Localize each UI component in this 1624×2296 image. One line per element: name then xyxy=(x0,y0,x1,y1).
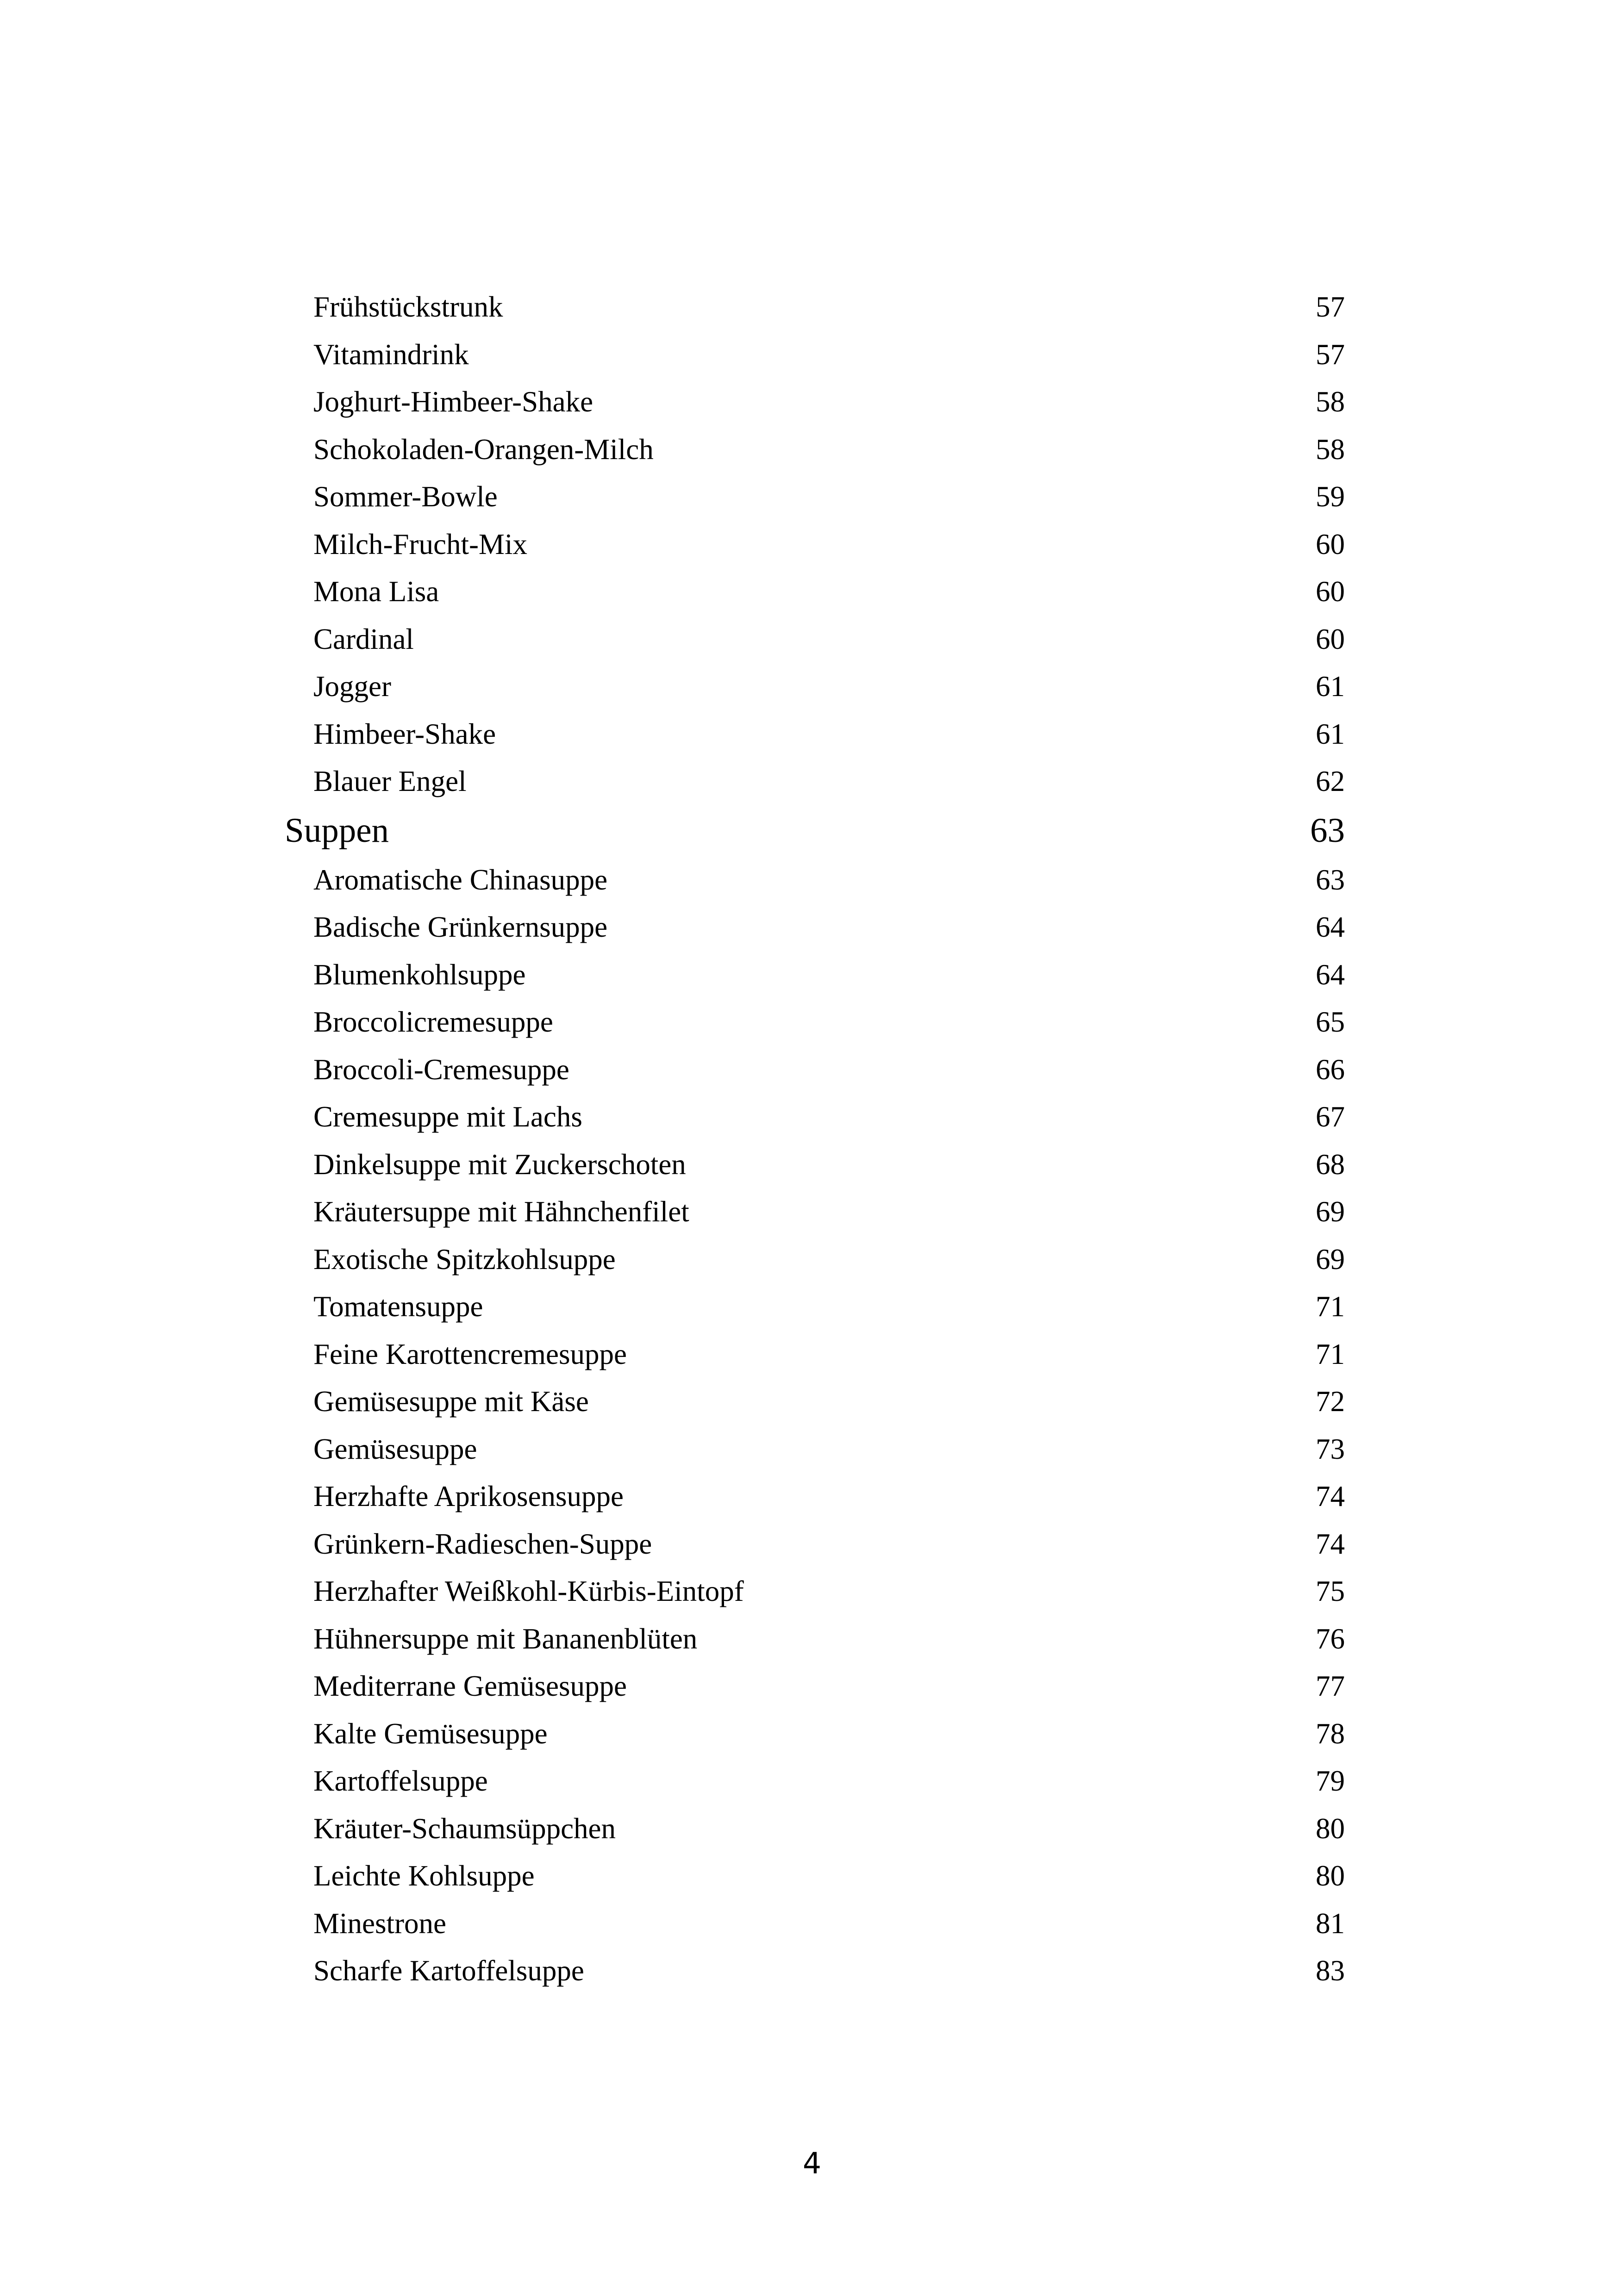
toc-page-number: 58 xyxy=(1316,386,1345,418)
toc-entry[interactable] xyxy=(285,378,1345,426)
toc-page-number: 81 xyxy=(1316,1907,1345,1940)
toc-entry-title: Grünkern-Radieschen-Suppe xyxy=(313,1527,652,1560)
toc-entry-title: Frühstückstrunk xyxy=(313,291,503,323)
toc-entry-title: Aromatische Chinasuppe xyxy=(313,863,608,896)
toc-entry[interactable] xyxy=(285,616,1345,663)
table-of-contents xyxy=(285,283,1345,1995)
toc-entry-title: Himbeer-Shake xyxy=(313,717,496,750)
toc-entry-title: Blumenkohlsuppe xyxy=(313,958,526,991)
toc-entry[interactable] xyxy=(285,1141,1345,1188)
toc-page-number: 59 xyxy=(1316,480,1345,513)
toc-entry[interactable] xyxy=(285,1046,1345,1094)
toc-page-number: 69 xyxy=(1316,1195,1345,1228)
toc-page-number: 83 xyxy=(1316,1954,1345,1987)
toc-entry[interactable] xyxy=(285,283,1345,331)
toc-entry[interactable] xyxy=(285,951,1345,999)
toc-page-number: 80 xyxy=(1316,1812,1345,1845)
toc-entry-title: Jogger xyxy=(313,670,391,703)
toc-entry[interactable] xyxy=(285,521,1345,568)
toc-entry-title: Schokoladen-Orangen-Milch xyxy=(313,433,654,466)
toc-page-number: 74 xyxy=(1316,1480,1345,1512)
toc-entry-title: Leichte Kohlsuppe xyxy=(313,1860,535,1892)
toc-chapter-entry[interactable] xyxy=(285,805,1345,856)
toc-entry-title: Milch-Frucht-Mix xyxy=(313,528,527,560)
toc-page-number: 60 xyxy=(1316,575,1345,608)
toc-entry[interactable] xyxy=(285,1662,1345,1710)
toc-entry[interactable] xyxy=(285,1615,1345,1663)
toc-entry-title: Herzhafter Weißkohl-Kürbis-Eintopf xyxy=(313,1575,744,1607)
toc-page-number: 64 xyxy=(1316,911,1345,943)
toc-page-number: 78 xyxy=(1316,1717,1345,1750)
toc-page-number: 57 xyxy=(1316,338,1345,371)
toc-page-number: 63 xyxy=(1316,863,1345,896)
toc-entry[interactable] xyxy=(285,1900,1345,1948)
toc-page-number: 74 xyxy=(1316,1527,1345,1560)
toc-page-number: 79 xyxy=(1316,1765,1345,1797)
toc-entry-title: Kräutersuppe mit Hähnchenfilet xyxy=(313,1195,689,1228)
toc-page-number: 69 xyxy=(1316,1243,1345,1276)
toc-entry[interactable] xyxy=(285,568,1345,616)
toc-entry-title: Minestrone xyxy=(313,1907,446,1940)
toc-entry[interactable] xyxy=(285,758,1345,805)
toc-entry[interactable] xyxy=(285,1378,1345,1425)
toc-page-number: 65 xyxy=(1316,1006,1345,1038)
toc-entry[interactable] xyxy=(285,663,1345,710)
toc-entry-title: Tomatensuppe xyxy=(313,1290,483,1323)
toc-entry[interactable] xyxy=(285,1093,1345,1141)
toc-entry-title: Hühnersuppe mit Bananenblüten xyxy=(313,1622,698,1655)
toc-entry-title: Vitamindrink xyxy=(313,338,469,371)
toc-entry-title: Badische Grünkernsuppe xyxy=(313,911,608,943)
toc-entry-title: Exotische Spitzkohlsuppe xyxy=(313,1243,616,1276)
toc-page-number: 61 xyxy=(1316,717,1345,750)
toc-entry[interactable] xyxy=(285,1188,1345,1236)
toc-page-number: 80 xyxy=(1316,1860,1345,1892)
toc-entry[interactable] xyxy=(285,426,1345,473)
toc-entry[interactable] xyxy=(285,473,1345,521)
toc-entry-title: Herzhafte Aprikosensuppe xyxy=(313,1480,624,1512)
toc-entry-title: Kräuter-Schaumsüppchen xyxy=(313,1812,616,1845)
toc-page-number: 71 xyxy=(1316,1290,1345,1323)
toc-page-number: 71 xyxy=(1316,1338,1345,1370)
toc-entry[interactable] xyxy=(285,903,1345,951)
toc-entry-title: Joghurt-Himbeer-Shake xyxy=(313,386,593,418)
toc-page-number: 67 xyxy=(1316,1101,1345,1133)
toc-entry[interactable] xyxy=(285,1757,1345,1805)
toc-page-number: 60 xyxy=(1316,622,1345,655)
toc-page-number: 62 xyxy=(1316,765,1345,797)
toc-page-number: 58 xyxy=(1316,433,1345,466)
toc-page-number: 63 xyxy=(1310,811,1345,850)
toc-entry-title: Feine Karottencremesuppe xyxy=(313,1338,627,1370)
toc-entry[interactable] xyxy=(285,1283,1345,1331)
toc-entry[interactable] xyxy=(285,1852,1345,1900)
toc-entry-title: Kartoffelsuppe xyxy=(313,1765,488,1797)
toc-page-number: 68 xyxy=(1316,1148,1345,1181)
toc-page-number: 77 xyxy=(1316,1670,1345,1702)
toc-entry-title: Dinkelsuppe mit Zuckerschoten xyxy=(313,1148,686,1181)
toc-entry[interactable] xyxy=(285,1947,1345,1995)
toc-entry-title: Broccoli-Cremesuppe xyxy=(313,1053,569,1086)
toc-entry-title: Sommer-Bowle xyxy=(313,480,498,513)
toc-entry[interactable] xyxy=(285,331,1345,379)
toc-entry-title: Scharfe Kartoffelsuppe xyxy=(313,1954,584,1987)
toc-entry[interactable] xyxy=(285,998,1345,1046)
toc-page-number: 75 xyxy=(1316,1575,1345,1607)
toc-entry[interactable] xyxy=(285,1331,1345,1378)
toc-entry-title: Mediterrane Gemüsesuppe xyxy=(313,1670,627,1702)
toc-entry[interactable] xyxy=(285,1710,1345,1758)
toc-page-number: 61 xyxy=(1316,670,1345,703)
toc-entry-title: Gemüsesuppe mit Käse xyxy=(313,1385,589,1418)
toc-entry-title: Blauer Engel xyxy=(313,765,467,797)
toc-entry[interactable] xyxy=(285,710,1345,758)
toc-page-number: 76 xyxy=(1316,1622,1345,1655)
toc-entry[interactable] xyxy=(285,1805,1345,1853)
toc-entry[interactable] xyxy=(285,1473,1345,1520)
toc-entry-title: Cremesuppe mit Lachs xyxy=(313,1101,582,1133)
page-number: 4 xyxy=(802,2147,822,2180)
toc-entry[interactable] xyxy=(285,856,1345,904)
toc-entry-title: Mona Lisa xyxy=(313,575,439,608)
toc-entry[interactable] xyxy=(285,1236,1345,1283)
toc-page-number: 57 xyxy=(1316,291,1345,323)
toc-entry-title: Cardinal xyxy=(313,622,414,655)
toc-entry[interactable] xyxy=(285,1520,1345,1568)
toc-page-number: 64 xyxy=(1316,958,1345,991)
toc-page-number: 66 xyxy=(1316,1053,1345,1086)
toc-chapter-title: Suppen xyxy=(285,811,389,850)
toc-page-number: 73 xyxy=(1316,1432,1345,1465)
toc-page-number: 60 xyxy=(1316,528,1345,560)
toc-entry-title: Broccolicremesuppe xyxy=(313,1006,553,1038)
toc-entry[interactable] xyxy=(285,1568,1345,1615)
toc-page-number: 72 xyxy=(1316,1385,1345,1418)
toc-entry[interactable] xyxy=(285,1425,1345,1473)
toc-entry-title: Gemüsesuppe xyxy=(313,1432,477,1465)
toc-entry-title: Kalte Gemüsesuppe xyxy=(313,1717,548,1750)
